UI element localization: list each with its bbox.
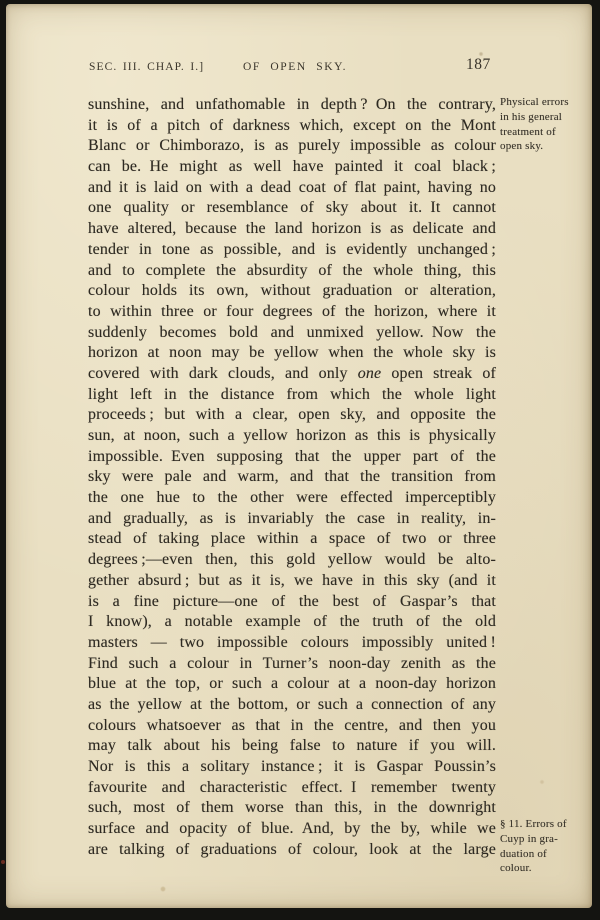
text-line: suddenly becomes bold and unmixed yellow. Now the <box>88 323 496 341</box>
margin-note-line: Cuyp in gra- <box>500 832 559 845</box>
text-line: have altered, because the land horizon is as delicate and <box>88 220 496 238</box>
margin-note-errors-of-cuyp <box>500 817 595 876</box>
text-line: it is of a pitch of darkness which, except on the Mont <box>88 116 496 134</box>
text-line: to within three or four degrees of the horizon, where it <box>88 302 496 320</box>
text-line: may talk about his being false to nature if you will. <box>88 737 496 755</box>
text-line: one quality or resemblance of sky about it. It cannot <box>88 199 496 217</box>
text-line: as the yellow at the bottom, or such a connection of any <box>88 695 496 713</box>
margin-note-line: colour. <box>500 862 532 875</box>
text-line: blue at the top, or such a colour at a noon-day horizon <box>88 675 496 693</box>
text-line: is a fine picture—one of the best of Gaspar’s that <box>88 592 496 610</box>
text-line: sun, at noon, such a yellow horizon as this is physically <box>88 427 496 444</box>
text-line: surface and opacity of blue. And, by the by, while we <box>88 820 496 838</box>
text-line: impossible. Even supposing that the upper part of the <box>88 447 496 465</box>
text-line: Nor is this a solitary instance ; it is Gaspar Poussin’s <box>88 758 496 775</box>
text-line: proceeds ; but with a clear, open sky, and opposite the <box>88 406 496 424</box>
text-line: and to complete the absurdity of the whole thing, this <box>88 261 496 279</box>
text-line: tender in tone as possible, and is evidently unchanged ; <box>88 240 496 258</box>
text-line: sky were pale and warm, and that the transition from <box>88 468 496 486</box>
scan-artifact-speck <box>1 860 5 864</box>
text-line: sunshine, and unfathomable in depth ? On the contrary, <box>88 96 496 113</box>
body-text <box>88 96 496 861</box>
text-line: I know), a notable example of the truth of the old <box>88 613 496 631</box>
margin-note-line: open sky. <box>500 140 544 153</box>
text-line: horizon at noon may be yellow when the whole sky is <box>88 344 496 362</box>
text-line: are talking of graduations of colour, look at the large <box>88 840 496 858</box>
text-line: can be. He might as well have painted it coal black ; <box>88 158 496 176</box>
text-line: colour holds its own, without graduation or alteration, <box>88 282 496 300</box>
text-line: light left in the distance from which the whole light <box>88 385 496 403</box>
text-line: stead of taking place within a space of two or three <box>88 530 496 548</box>
text-line: covered with dark clouds, and only one open streak of <box>88 364 497 382</box>
text-line: gether absurd ; but as it is, we have in this sky (and it <box>88 571 496 589</box>
margin-note-line: treatment of <box>500 125 556 138</box>
margin-note-line: duation of <box>500 847 547 860</box>
page-number: 187 <box>466 56 491 73</box>
margin-note-physical-errors <box>500 95 595 154</box>
margin-note-line: in his general <box>500 110 563 123</box>
text-line: favourite and characteristic effect. I remember twenty <box>88 778 496 796</box>
text-line: Blanc or Chimborazo, is as purely impossible as colour <box>88 137 496 155</box>
text-line: Find such a colour in Turner’s noon-day zenith as the <box>88 654 496 672</box>
text-line: such, most of them worse than this, in the downright <box>88 799 496 817</box>
running-head-section: SEC. III. CHAP. I.] <box>89 61 205 73</box>
text-line: the one hue to the other were effected imperceptibly <box>88 489 496 507</box>
text-line: degrees ;—even then, this gold yellow would be alto- <box>88 551 496 569</box>
running-head-title: OF OPEN SKY. <box>243 61 348 73</box>
text-line: and it is laid on with a dead coat of flat paint, having no <box>88 178 496 196</box>
text-line: colours whatsoever as that in the centre, and then you <box>88 716 496 734</box>
text-line: masters — two impossible colours impossibly united ! <box>88 633 496 651</box>
margin-note-line: § 11. Errors of <box>500 818 567 830</box>
text-line: and gradually, as is invariably the case in reality, in- <box>88 509 496 527</box>
margin-note-line: Physical errors <box>500 96 569 108</box>
